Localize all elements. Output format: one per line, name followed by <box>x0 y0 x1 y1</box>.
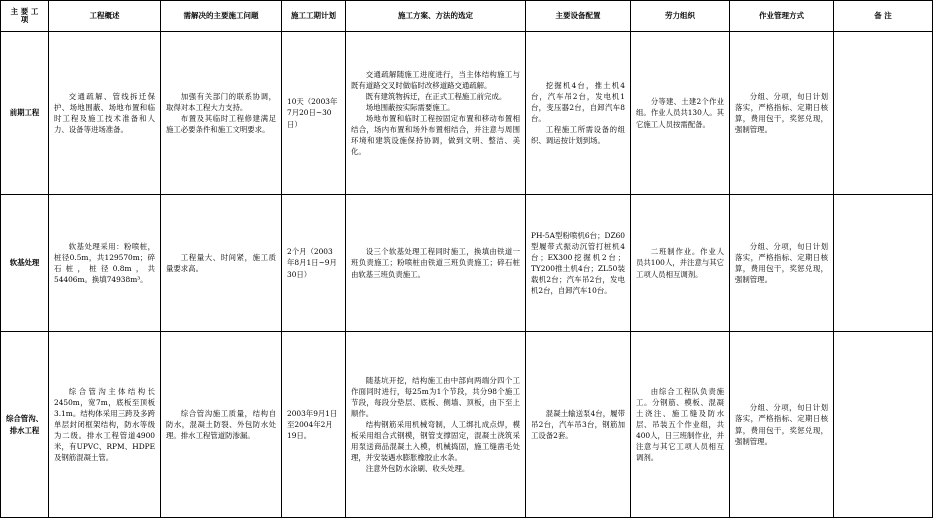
header-issues: 需解决的主要施工问题 <box>161 1 282 32</box>
method-cell <box>346 195 526 332</box>
method-text: 结构钢筋采用机械弯制，人工绑扎成点焊，模板采用组合式钢模，钢管支撑固定，混凝土浇筑采用泵送商品混凝土入模，机械捣固，施工缝凿毛处理，并安装遇水膨胀橡胶止水条。 <box>351 419 520 463</box>
issues-cell <box>161 195 282 332</box>
header-method: 施工方案、方法的选定 <box>346 1 526 32</box>
remarks-cell <box>834 332 933 518</box>
header-labor: 劳力组织 <box>631 1 730 32</box>
issues-text: 加强有关部门的联系协调，取得对本工程大力支持。 <box>166 91 276 112</box>
header-equipment: 主要设备配置 <box>526 1 631 32</box>
equipment-text: 混凝土输送泵4台，履带吊2台，汽车吊3台，钢筋加工设备2套。 <box>531 408 625 441</box>
remarks-cell <box>834 195 933 332</box>
management-text: 分组、分项，旬日计划落实，严格指标、定期日核算，费用包干，奖惩兑现，强制管理。 <box>735 241 828 285</box>
equipment-cell <box>526 32 631 195</box>
management-text: 分组、分项，旬日计划落实，严格指标、定期日核算，费用包干，奖惩兑现，强制管理。 <box>735 403 828 446</box>
table-row <box>1 32 933 195</box>
method-text: 场地布置和临时工程按固定布置和移动布置相结合，场内布置和场外布置相结合，并注意与周围环境和建筑设施保持协调，做到文明、整洁、美化。 <box>351 114 520 157</box>
method-cell <box>346 332 526 518</box>
issues-cell <box>161 332 282 518</box>
labor-cell <box>631 195 730 332</box>
equipment-cell <box>526 332 631 518</box>
method-text: 设三个软基处理工程同时施工，换填由铁道一班负责施工；粉喷桩由铁道三班负责施工；碎石桩由软基三班负责施工。 <box>351 247 520 279</box>
management-cell <box>730 332 834 518</box>
equipment-cell <box>526 195 631 332</box>
labor-cell <box>631 32 730 195</box>
method-text: 既有建筑物拆迁，在正式工程施工前完成。 <box>365 91 507 101</box>
issues-cell <box>161 32 282 195</box>
header-remarks: 备 注 <box>834 1 933 32</box>
labor-text: 由综合工程队负责施工。分钢筋、模板、混凝土浇注、施工缝及防水层、吊装五个作业组，共400人，日三班制作业，并注意与其它工项人员相互调剂。 <box>636 386 725 463</box>
header-schedule: 施工工期计划 <box>282 1 346 32</box>
table-row <box>1 195 933 332</box>
method-text: 随基坑开挖，结构施工由中部向两端分四个工作面同时进行，每25m为1个节段，共分98个施工节段，每段分垫层、底板、侧墙、顶板，由下至上顺作。 <box>351 375 520 418</box>
overview-text: 综合管沟主体结构长2450m，宽7m，底板至顶板3.1m。结构体采用三跨及多跨单层封闭框架结构，防水等级为二级。排水工程管道4900米，有UPVC、RPM、HDPE及钢筋混凝土管。 <box>54 386 155 463</box>
issues-text: 布置及其临时工程修建满足施工必要条件和施工文明要求。 <box>166 114 276 135</box>
method-text: 注意外包防水涂刷、收头处理。 <box>365 464 470 474</box>
labor-cell <box>631 332 730 518</box>
overview-text: 软基处理采用：粉喷桩，桩径0.5m，共129570m；碎石桩，桩径0.8m，共54406m。换填74938m³。 <box>54 241 155 285</box>
management-text: 分组、分项，旬日计划落实，严格指标、定期日核算，费用包干，奖惩兑现，强制管理。 <box>735 91 828 135</box>
labor-text: 分等建、土建2个作业组。作业人员共130人。其它施工人员按需配备。 <box>636 97 725 129</box>
labor-text: 二班制作业。作业人员共100人，并注意与其它工项人员相互调剂。 <box>636 247 725 279</box>
method-text: 场地围蔽按实际需要施工。 <box>365 102 455 112</box>
overview-cell <box>49 32 161 195</box>
management-cell <box>730 195 834 332</box>
schedule-cell: 10天（2003年7月20日~30日） <box>282 32 346 195</box>
table-row <box>1 332 933 518</box>
equipment-text: 挖掘机4台，推土机4台，汽车吊2台，发电机1台，变压器2台，自卸汽车8台。 <box>531 80 625 123</box>
schedule-cell: 2003年9月1日至2004年2月19日。 <box>282 332 346 518</box>
row-name: 前期工程 <box>1 32 49 195</box>
header-row <box>1 1 933 32</box>
overview-cell <box>49 332 161 518</box>
equipment-text: 工程施工所需设备的组织、调运按计划到场。 <box>531 125 625 146</box>
overview-cell <box>49 195 161 332</box>
row-name: 软基处理 <box>1 195 49 332</box>
issues-text: 综合管沟施工质量，结构自防水，混凝土防裂、外包防水处理。排水工程管道防渗漏。 <box>166 408 276 441</box>
schedule-cell: 2个月（2003年8月1日~9月30日） <box>282 195 346 332</box>
overview-text: 交通疏解、管线拆迁保护、场地围蔽、场地布置和临时工程及施工技术准备和人力、设备等进场准备。 <box>54 91 155 135</box>
issues-text: 工程量大、时间紧，施工质量要求高。 <box>166 252 276 273</box>
management-cell <box>730 32 834 195</box>
header-management: 作业管理方式 <box>730 1 834 32</box>
header-item: 主 要 工 项 <box>1 1 49 32</box>
remarks-cell <box>834 32 933 195</box>
header-overview: 工程概述 <box>49 1 161 32</box>
method-cell <box>346 32 526 195</box>
row-name: 综合管沟、排水工程 <box>1 332 49 518</box>
equipment-text: PH-5A型粉喷机6台；DZ60型履带式振动沉管打桩机4台；EX300挖掘机2台；TY200推土机4台；ZL50装载机2台；汽车吊2台，发电机2台，自卸汽车10台。 <box>531 230 625 296</box>
method-text: 交通疏解随施工进度进行，当主体结构施工与既有道路交叉时做临时改移道路交通疏解。 <box>351 69 520 90</box>
